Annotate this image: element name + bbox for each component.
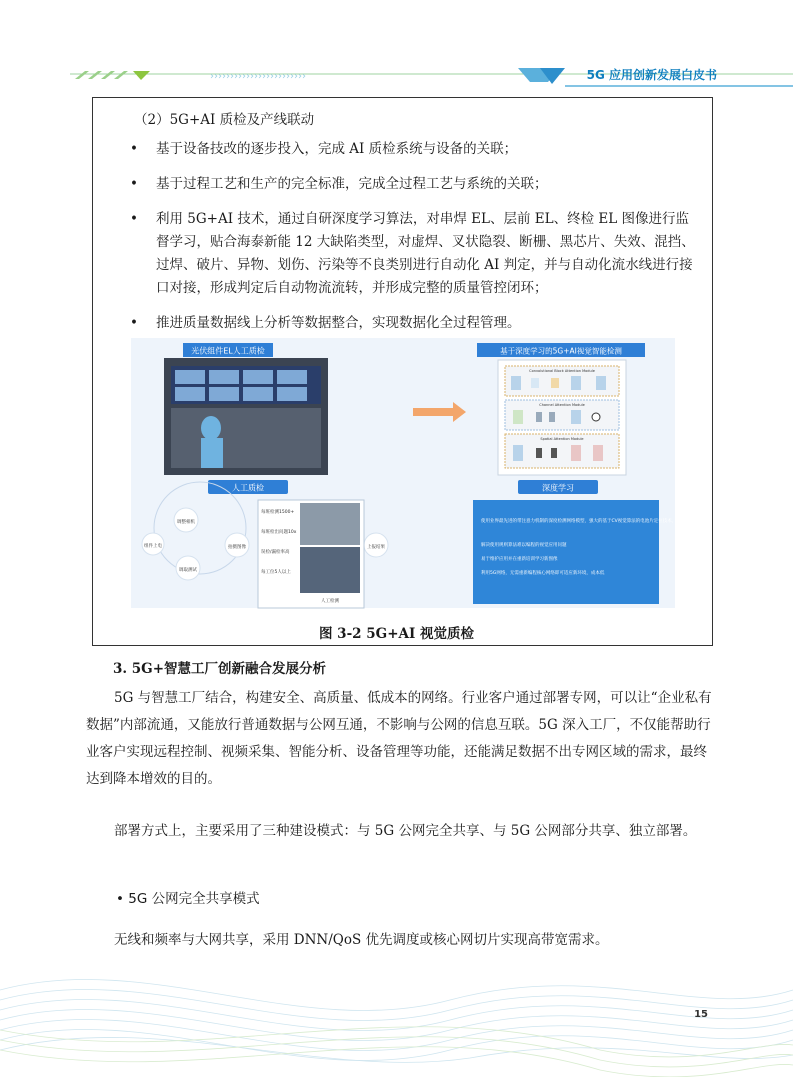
stat-text: 每工位5人以上 (261, 570, 291, 575)
paragraph: 5G 与智慧工厂结合，构建安全、高质量、低成本的网络。行业客户通过部署专网，可以让“企业私有数据”内部流通，又能放行普通数据与公网互通，不影响与公网的信息互联。5G 深入工厂，不仅能帮助行业客户实现远程控制、视频采集、智能分析、设备管理等功能，还能满足数据不出专网区域的需求，最终达到降本增效的目的。 (86, 690, 712, 787)
footer-wave-decoration (0, 930, 793, 1077)
bullet-marker: • (130, 315, 138, 331)
bullet-item: • 基于设备技改的逐步投入，完成 AI 质检系统与设备的关联； (128, 138, 698, 161)
header-title: 5G 应用创新发展白皮书 (586, 68, 717, 82)
bullet-marker: • (130, 176, 138, 192)
module-3-label: Spatial Attention Module (540, 437, 584, 441)
cycle-node: 调整相机 (177, 520, 195, 525)
stat-text: 每班检测1500+ (261, 510, 295, 515)
info-line: 易于维护应用并在重新培训学习新图像 (481, 557, 558, 562)
figure-caption: 图 3-2 5G+AI 视觉质检 (318, 626, 474, 642)
mode-bullet: • 5G 公网完全共享模式 (116, 891, 260, 907)
cycle-node: 上报结果 (367, 545, 385, 550)
left-panel-label: 人工质检 (232, 483, 264, 493)
photo-label: 人工检测 (321, 599, 339, 604)
stat-text: 误检/漏检率高 (261, 550, 290, 555)
module-1-label: Convolutional Block Attention Module (529, 369, 595, 373)
figure-image (131, 338, 704, 608)
stat-text: 每班检出问题10x (261, 530, 297, 535)
bullet-item: • 基于过程工艺和生产的完全标准，完成全过程工艺与系统的关联； (128, 173, 698, 196)
cycle-node: 调取测试 (179, 568, 197, 573)
bullet-marker: • (130, 141, 138, 157)
bullet-item: • 利用 5G+AI 技术，通过自研深度学习算法，对串焊 EL、层前 EL、终检 EL 图像进行监督学习，贴合海泰新能 12 大缺陷类型，对虚焊、叉状隐裂、断栅、黑芯片、失效、混挡、过焊、破片、异物、划伤、污染等不良类别进行自动化 AI 判定，并与自动化流水线进行接口对接，形成判定后自动物流流转，并形成完整的质量管控闭环； (128, 208, 698, 300)
subsection-heading: （2）5G+AI 质检及产线联动 (134, 112, 315, 128)
left-panel-title: 光伏组件EL人工质检 (191, 346, 265, 356)
cycle-node: 组件上电 (144, 544, 162, 549)
cycle-node: 拍摄图像 (228, 545, 246, 550)
section-heading: 3. 5G+智慧工厂创新融合发展分析 (113, 661, 327, 677)
right-panel-title: 基于深度学习的5G+AI视觉智能检测 (500, 346, 622, 356)
bullet-item: • 推进质量数据线上分析等数据整合，实现数据化全过程管理。 (128, 312, 698, 335)
right-panel-label: 深度学习 (542, 483, 574, 493)
bullet-marker: • (130, 211, 138, 227)
info-line: 使用业界最先进的带注意力机制的深度检测网络模型，强大的基于CV视觉算法的电池片定位技术，算法易集成。 (481, 519, 704, 524)
paragraph: 无线和频率与大网共享，采用 DNN/QoS 优先调度或核心网切片实现高带宽需求。 (114, 932, 609, 948)
svg-text:››››››››››››››››››››››››: ›››››››››››››››››››››››› (210, 71, 306, 82)
bullet-list (128, 138, 698, 347)
info-line: 解决使用规则算法难以编程的视觉应用问题 (481, 543, 567, 548)
info-box (473, 500, 659, 604)
page-number: 15 (694, 1009, 708, 1020)
module-2-label: Channel Attention Module (539, 403, 585, 407)
info-line: 利用5G网络，无需重新编程核心网络即可适应新环境，成本低 (481, 571, 605, 576)
paragraph: 部署方式上，主要采用了三种建设模式：与 5G 公网完全共享、与 5G 公网部分共享、独立部署。 (114, 823, 697, 839)
